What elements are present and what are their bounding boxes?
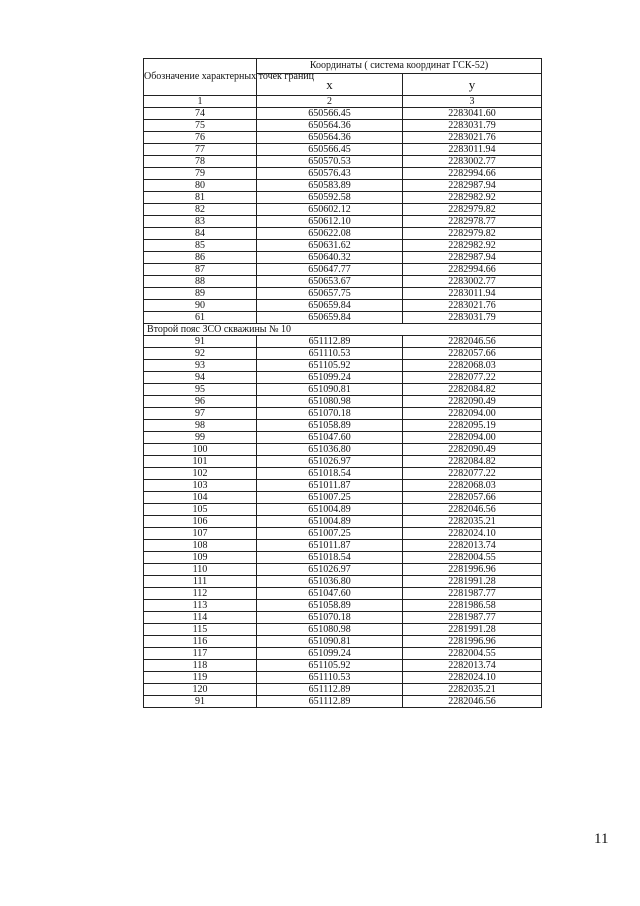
- table-row: [144, 552, 542, 564]
- x-coordinate-cell: 650631.62: [257, 240, 403, 252]
- x-coordinate-cell: 650653.67: [257, 276, 403, 288]
- coordinates-table: [143, 58, 542, 708]
- y-coordinate-cell: 2281987.77: [403, 588, 542, 600]
- y-coordinate-cell: 2281991.28: [403, 576, 542, 588]
- table-row: [144, 300, 542, 312]
- x-coordinate-cell: 651080.98: [257, 396, 403, 408]
- y-coordinate-cell: 2281996.96: [403, 564, 542, 576]
- point-id-cell: 99: [144, 432, 257, 444]
- x-coordinate-cell: 651026.97: [257, 456, 403, 468]
- y-coordinate-cell: 2282095.19: [403, 420, 542, 432]
- y-coordinate-cell: 2283011.94: [403, 288, 542, 300]
- table-row: [144, 372, 542, 384]
- x-coordinate-cell: 651058.89: [257, 420, 403, 432]
- x-coordinate-cell: 651047.60: [257, 432, 403, 444]
- x-coordinate-cell: 650576.43: [257, 168, 403, 180]
- y-coordinate-cell: 2282094.00: [403, 408, 542, 420]
- point-id-cell: 76: [144, 132, 257, 144]
- table-row: [144, 180, 542, 192]
- point-id-cell: 78: [144, 156, 257, 168]
- y-coordinate-cell: 2282978.77: [403, 216, 542, 228]
- x-coordinate-cell: 651090.81: [257, 636, 403, 648]
- point-id-cell: 75: [144, 120, 257, 132]
- x-coordinate-cell: 651070.18: [257, 408, 403, 420]
- x-coordinate-cell: 651058.89: [257, 600, 403, 612]
- table-row: [144, 540, 542, 552]
- table-row: [144, 408, 542, 420]
- point-label-header: Обозначение характерных точек границ: [144, 59, 257, 96]
- x-coordinate-cell: 651026.97: [257, 564, 403, 576]
- y-coordinate-cell: 2282077.22: [403, 372, 542, 384]
- y-coordinate-cell: 2282004.55: [403, 648, 542, 660]
- x-coordinate-cell: 651099.24: [257, 372, 403, 384]
- y-coordinate-cell: 2282994.66: [403, 264, 542, 276]
- table-row: [144, 492, 542, 504]
- x-coordinate-cell: 651036.80: [257, 444, 403, 456]
- point-id-cell: 80: [144, 180, 257, 192]
- point-id-cell: 116: [144, 636, 257, 648]
- table-row: [144, 648, 542, 660]
- table-row: [144, 288, 542, 300]
- y-coordinate-cell: 2282982.92: [403, 240, 542, 252]
- point-id-cell: 104: [144, 492, 257, 504]
- y-coordinate-cell: 2282987.94: [403, 252, 542, 264]
- table-row: [144, 696, 542, 708]
- x-coordinate-cell: 651090.81: [257, 384, 403, 396]
- table-row: [144, 516, 542, 528]
- y-coordinate-cell: 2282084.82: [403, 456, 542, 468]
- point-id-cell: 89: [144, 288, 257, 300]
- table-row: [144, 120, 542, 132]
- x-coordinate-cell: 651112.89: [257, 696, 403, 708]
- x-coordinate-cell: 650647.77: [257, 264, 403, 276]
- table-row: [144, 240, 542, 252]
- x-coordinate-cell: 650564.36: [257, 120, 403, 132]
- point-id-cell: 120: [144, 684, 257, 696]
- point-id-cell: 96: [144, 396, 257, 408]
- y-coordinate-cell: 2282077.22: [403, 468, 542, 480]
- x-coordinate-cell: 651112.89: [257, 684, 403, 696]
- point-id-cell: 91: [144, 696, 257, 708]
- point-id-cell: 74: [144, 108, 257, 120]
- x-coordinate-cell: 650583.89: [257, 180, 403, 192]
- y-coordinate-cell: 2282979.82: [403, 204, 542, 216]
- page-number: 11: [594, 831, 609, 847]
- x-coordinate-cell: 651080.98: [257, 624, 403, 636]
- header-row: [144, 59, 542, 74]
- point-id-cell: 98: [144, 420, 257, 432]
- point-id-cell: 117: [144, 648, 257, 660]
- y-coordinate-cell: 2282987.94: [403, 180, 542, 192]
- x-coordinate-cell: 651004.89: [257, 516, 403, 528]
- table-row: [144, 588, 542, 600]
- point-id-cell: 101: [144, 456, 257, 468]
- y-coordinate-cell: 2282046.56: [403, 696, 542, 708]
- point-id-cell: 113: [144, 600, 257, 612]
- point-id-cell: 97: [144, 408, 257, 420]
- table-row: [144, 252, 542, 264]
- coordinate-system-header: Координаты ( система координат ГСК-52): [257, 59, 542, 74]
- table-row: [144, 480, 542, 492]
- y-coordinate-cell: 2282982.92: [403, 192, 542, 204]
- y-coordinate-cell: 2282024.10: [403, 528, 542, 540]
- point-id-cell: 94: [144, 372, 257, 384]
- point-id-cell: 119: [144, 672, 257, 684]
- y-coordinate-cell: 2283011.94: [403, 144, 542, 156]
- table-row: [144, 636, 542, 648]
- point-id-cell: 110: [144, 564, 257, 576]
- x-coordinate-cell: 651105.92: [257, 360, 403, 372]
- point-id-cell: 100: [144, 444, 257, 456]
- y-coordinate-cell: 2283021.76: [403, 300, 542, 312]
- table-row: [144, 684, 542, 696]
- y-coordinate-cell: 2282090.49: [403, 444, 542, 456]
- x-coordinate-cell: 651007.25: [257, 492, 403, 504]
- x-coordinate-cell: 651036.80: [257, 576, 403, 588]
- x-coordinate-cell: 650602.12: [257, 204, 403, 216]
- table-row: [144, 348, 542, 360]
- point-id-cell: 108: [144, 540, 257, 552]
- point-id-cell: 95: [144, 384, 257, 396]
- column-number-1: 1: [144, 96, 257, 108]
- x-coordinate-cell: 651018.54: [257, 552, 403, 564]
- table-row: [144, 468, 542, 480]
- x-coordinate-cell: 650566.45: [257, 144, 403, 156]
- y-coordinate-cell: 2282046.56: [403, 504, 542, 516]
- table-body-first-zone: [144, 108, 542, 324]
- point-id-cell: 109: [144, 552, 257, 564]
- table-row: [144, 384, 542, 396]
- table-header: [144, 59, 542, 108]
- y-coordinate-cell: 2283002.77: [403, 156, 542, 168]
- y-coordinate-cell: 2283031.79: [403, 312, 542, 324]
- point-id-cell: 118: [144, 660, 257, 672]
- table-row: [144, 144, 542, 156]
- x-coordinate-cell: 650659.84: [257, 300, 403, 312]
- table-row: [144, 132, 542, 144]
- point-id-cell: 115: [144, 624, 257, 636]
- x-coordinate-cell: 651018.54: [257, 468, 403, 480]
- x-coordinate-cell: 651004.89: [257, 504, 403, 516]
- point-id-cell: 86: [144, 252, 257, 264]
- point-id-cell: 102: [144, 468, 257, 480]
- y-coordinate-cell: 2282068.03: [403, 480, 542, 492]
- point-id-cell: 106: [144, 516, 257, 528]
- table-row: [144, 456, 542, 468]
- column-number-row: [144, 96, 542, 108]
- y-coordinate-cell: 2283031.79: [403, 120, 542, 132]
- x-coordinate-cell: 650592.58: [257, 192, 403, 204]
- point-id-cell: 90: [144, 300, 257, 312]
- y-coordinate-cell: 2282035.21: [403, 684, 542, 696]
- x-coordinate-cell: 651105.92: [257, 660, 403, 672]
- table-row: [144, 228, 542, 240]
- table-row: [144, 672, 542, 684]
- column-number-3: 3: [403, 96, 542, 108]
- table-row: [144, 312, 542, 324]
- x-coordinate-cell: 650657.75: [257, 288, 403, 300]
- point-id-cell: 61: [144, 312, 257, 324]
- point-id-cell: 83: [144, 216, 257, 228]
- table-row: [144, 168, 542, 180]
- table-row: [144, 432, 542, 444]
- table-row: [144, 336, 542, 348]
- x-coordinate-cell: 650659.84: [257, 312, 403, 324]
- y-coordinate-cell: 2283002.77: [403, 276, 542, 288]
- x-coordinate-cell: 651110.53: [257, 672, 403, 684]
- x-axis-header: x: [257, 74, 403, 96]
- y-coordinate-cell: 2283041.60: [403, 108, 542, 120]
- table-row: [144, 276, 542, 288]
- point-id-cell: 85: [144, 240, 257, 252]
- table-body-second-zone: [144, 336, 542, 708]
- table-row: [144, 444, 542, 456]
- section-row: [144, 324, 542, 336]
- y-coordinate-cell: 2281991.28: [403, 624, 542, 636]
- y-coordinate-cell: 2282090.49: [403, 396, 542, 408]
- table-row: [144, 612, 542, 624]
- y-coordinate-cell: 2282979.82: [403, 228, 542, 240]
- x-coordinate-cell: 651112.89: [257, 336, 403, 348]
- table-row: [144, 564, 542, 576]
- table-row: [144, 420, 542, 432]
- point-id-cell: 82: [144, 204, 257, 216]
- table-row: [144, 600, 542, 612]
- y-coordinate-cell: 2282994.66: [403, 168, 542, 180]
- column-number-2: 2: [257, 96, 403, 108]
- point-id-cell: 81: [144, 192, 257, 204]
- y-coordinate-cell: 2281986.58: [403, 600, 542, 612]
- x-coordinate-cell: 650640.32: [257, 252, 403, 264]
- point-id-cell: 84: [144, 228, 257, 240]
- point-id-cell: 91: [144, 336, 257, 348]
- y-coordinate-cell: 2282068.03: [403, 360, 542, 372]
- y-coordinate-cell: 2282004.55: [403, 552, 542, 564]
- point-id-cell: 79: [144, 168, 257, 180]
- y-coordinate-cell: 2283021.76: [403, 132, 542, 144]
- x-coordinate-cell: 651011.87: [257, 540, 403, 552]
- table-row: [144, 156, 542, 168]
- y-coordinate-cell: 2282084.82: [403, 384, 542, 396]
- table-row: [144, 624, 542, 636]
- y-coordinate-cell: 2282057.66: [403, 348, 542, 360]
- point-id-cell: 88: [144, 276, 257, 288]
- y-coordinate-cell: 2282013.74: [403, 540, 542, 552]
- x-coordinate-cell: 650570.53: [257, 156, 403, 168]
- x-coordinate-cell: 651070.18: [257, 612, 403, 624]
- y-coordinate-cell: 2282094.00: [403, 432, 542, 444]
- x-coordinate-cell: 650622.08: [257, 228, 403, 240]
- y-coordinate-cell: 2282046.56: [403, 336, 542, 348]
- point-id-cell: 92: [144, 348, 257, 360]
- table-row: [144, 396, 542, 408]
- point-id-cell: 111: [144, 576, 257, 588]
- table-row: [144, 264, 542, 276]
- x-coordinate-cell: 651110.53: [257, 348, 403, 360]
- x-coordinate-cell: 651099.24: [257, 648, 403, 660]
- x-coordinate-cell: 650564.36: [257, 132, 403, 144]
- y-coordinate-cell: 2282035.21: [403, 516, 542, 528]
- x-coordinate-cell: 651007.25: [257, 528, 403, 540]
- table-row: [144, 192, 542, 204]
- x-coordinate-cell: 650612.10: [257, 216, 403, 228]
- table-row: [144, 576, 542, 588]
- point-id-cell: 87: [144, 264, 257, 276]
- x-coordinate-cell: 651011.87: [257, 480, 403, 492]
- point-id-cell: 112: [144, 588, 257, 600]
- y-coordinate-cell: 2282057.66: [403, 492, 542, 504]
- point-id-cell: 93: [144, 360, 257, 372]
- y-coordinate-cell: 2282013.74: [403, 660, 542, 672]
- point-id-cell: 103: [144, 480, 257, 492]
- table-row: [144, 360, 542, 372]
- x-coordinate-cell: 650566.45: [257, 108, 403, 120]
- table-row: [144, 108, 542, 120]
- table-row: [144, 660, 542, 672]
- y-coordinate-cell: 2281996.96: [403, 636, 542, 648]
- section-title: Второй пояс ЗСО скважины № 10: [144, 324, 542, 336]
- point-id-cell: 107: [144, 528, 257, 540]
- table-row: [144, 504, 542, 516]
- point-id-cell: 105: [144, 504, 257, 516]
- table-row: [144, 204, 542, 216]
- y-coordinate-cell: 2282024.10: [403, 672, 542, 684]
- table-row: [144, 528, 542, 540]
- point-id-cell: 77: [144, 144, 257, 156]
- section-divider: [144, 324, 542, 336]
- y-axis-header: y: [403, 74, 542, 96]
- point-id-cell: 114: [144, 612, 257, 624]
- x-coordinate-cell: 651047.60: [257, 588, 403, 600]
- y-coordinate-cell: 2281987.77: [403, 612, 542, 624]
- table-row: [144, 216, 542, 228]
